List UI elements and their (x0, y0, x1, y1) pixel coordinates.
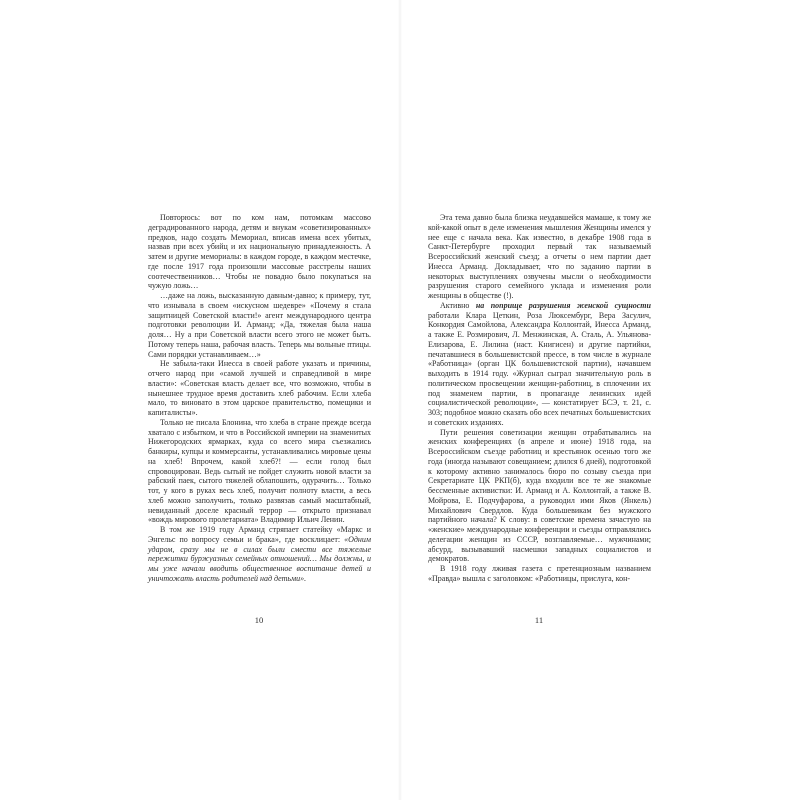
right-paragraph-2-rest: работали Клара Цеткин, Роза Люксембург, Вера Засулич, Конкордия Самойлова, Александра Коллонтай, Инесса Арманд, а также Е. Розмирович, Л. Менжинская, А. Сталь, А. Ульянова-Елизарова, Е. Лилина (наст. Книгисен) и другие партийки, печатавшиеся в большевистской прессе, в том числе в журнале «Работница» (орган ЦК большевистской партии), начавшем выходить в 1914 году. «Журнал сыграл значительную роль в политическом просвещении женщин-работниц, в сплочении их под знаменем партии, в пропаганде ленинских идей социалистической революции», — констатирует БСЭ, т. 21, с. 303; подобное можно сказать обо всех печатных большевистских и советских изданиях. (428, 310, 651, 427)
left-paragraph-5-intro: В том же 1919 году Арманд стряпает статейку «Маркс и Энгельс по вопросу семьи и брака», где восклицает: (148, 525, 371, 544)
book-gutter (398, 0, 402, 800)
right-paragraph-2 (428, 301, 651, 428)
left-paragraph-4: Только не писала Блонина, что хлеба в стране прежде всегда хватало с избытком, и что в Российской империи на знаменитых Нижегородских ярмарках, куда со всего мира съезжались банкиры, купцы и коммерсанты, устанавливались мировые цены на хлеб! Впрочем, какой хлеб?! — если голод был спровоцирован. Ведь сытый не пойдет служить новой власти за рабский паек, сытого тяжелей облапошить, одурачить… Только тот, у кого в руках весь хлеб, получит полноту власти, а весь хлеб можно заполучить, только развязав самый масштабный, невиданный доселе красный террор — открыто признавал «вождь мирового пролетариата» Владимир Ильич Ленин. (148, 417, 371, 525)
left-paragraph-2: …даже на ложь, высказанную давным-давно; к примеру, тут, что изнывала в своем «искусном шедевре» «Почему я стала защитницей Советской власти!» агент международного центра подготовки революции И. Арманд; «Да, тяжелая была наша доля… Ну а при Советской власти всего этого не может быть. Потому теперь наша, рабочая власть. Теперь мы вольные птицы. Сами порядки устанавливаем…» (148, 291, 371, 359)
right-page (428, 213, 651, 584)
right-paragraph-2-start: Активно (440, 300, 476, 310)
left-paragraph-5 (148, 525, 371, 584)
right-paragraph-4: В 1918 году лживая газета с претенциозным названием «Правда» вышла с заголовком: «Работницы, прислуга, кон- (428, 564, 651, 583)
right-paragraph-2-emphasis: на поприще разрушения женской сущности (475, 300, 651, 310)
left-paragraph-3: Не забыла-таки Инесса в своей работе указать и причины, отчего народ при «самой лучшей и справедливой в мире власти»: «Советская власть делает все, что возможно, чтобы в нынешнее трудное время доставить хлеб рабочим. Если хлеба мало, то виновато в этом царское правительство, помещики и капиталисты». (148, 359, 371, 417)
left-paragraph-5-quote: «Одним ударом, сразу мы не в силах были смести все тяжелые пережитки буржуазных семейных отношений… Мы должны, и мы уже начали вводить общественное воспитание детей и уничтожать власть родителей над детьми». (148, 534, 371, 583)
left-page (148, 213, 371, 584)
right-paragraph-1: Эта тема давно была близка неудавшейся мамаше, к тому же кой-какой опыт в деле изменения мышления Женщины имелся у нее еще с начала века. Как известно, в декабре 1908 года в Санкт-Петербурге проходил первый так называемый Всероссийский женский съезд; а отчеты о нем партии дает Инесса Арманд. Докладывает, что по заданию партии в некоторых выступлениях озвучены мысли о необходимости разрушения старого семейного уклада и изменения роли женщины в обществе (!). (428, 213, 651, 300)
page-number-left: 10 (254, 615, 264, 625)
page-number-right: 11 (534, 615, 544, 625)
right-paragraph-3: Пути решения советизации женщин отрабатывались на женских конференциях (в апреле и июне) 1918 года, на Всероссийском съезде работниц и крестьянок осенью того же года (иногда называют совещанием; длился 6 дней), подготовкой к которому активно занималось бюро по созыву съезда при Секретариате ЦК РКП(б), куда входили все те же знакомые бессменные активистки: И. Арманд и А. Коллонтай, а также В. Мойрова, Е. Подчуфарова, а руководил ими Яков (Янкель) Михайлович Свердлов. Куда большевикам без мужского партийного начала? К слову: в советские времена зачастую на «женские» международные конференции и съезды отправлялись делегации женщин из СССР, возглавляемые… мужчинами; абсурд, вызывавший насмешки западных социалистов и демократов. (428, 427, 651, 564)
left-paragraph-1: Повторюсь: вот по ком нам, потомкам массово деградированного народа, детям и внукам «советизированных» предков, надо создать Мемориал, вписав имена всех убитых, назвав при всех убийц и их национальную принадлежность. А затем и другие мемориалы: в каждом городе, в каждом местечке, где после 1917 года произошли массовые расстрелы наших соотечественников… Чтобы не повадно было покупаться на чужую ложь… (148, 213, 371, 291)
